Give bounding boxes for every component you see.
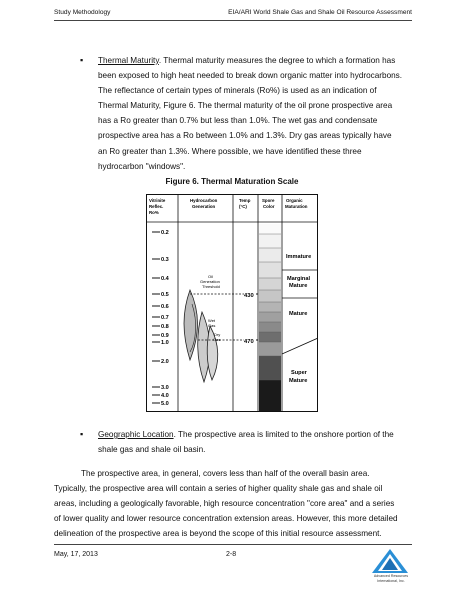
para-line: delineation of the prospective area is beyond the scope of this initial resource assessment. bbox=[54, 529, 382, 539]
header-rule bbox=[54, 20, 412, 21]
ro-tick: 0.2 bbox=[161, 230, 169, 236]
header-right: EIA/ARI World Shale Gas and Shale Oil Resource Assessment bbox=[228, 9, 412, 16]
header-left: Study Methodology bbox=[54, 9, 111, 16]
geographic-location-term: Geographic Location bbox=[98, 430, 174, 439]
svg-text:Wet: Wet bbox=[208, 318, 216, 323]
ro-tick: 0.4 bbox=[161, 276, 169, 282]
ro-tick: 3.0 bbox=[161, 385, 169, 391]
ro-tick: 0.6 bbox=[161, 304, 169, 310]
header-organic-2: Maturation bbox=[285, 204, 308, 209]
ro-tick: 0.5 bbox=[161, 292, 169, 298]
stage-mature: Mature bbox=[289, 311, 308, 317]
ro-tick: 2.0 bbox=[161, 359, 169, 365]
stage-marginal: Marginal bbox=[287, 276, 311, 282]
thermal-maturity-term: Thermal Maturity bbox=[98, 56, 159, 65]
para-line: Typically, the prospective area will contain a series of higher quality shale gas and shale oil bbox=[54, 484, 383, 494]
header-temp-1: Temp bbox=[239, 198, 251, 203]
header-hc-2: Generation bbox=[192, 204, 216, 209]
header-vitrinite-1: Vitrinite bbox=[149, 198, 166, 203]
temp-470: 470 bbox=[244, 339, 254, 345]
para-line: prospective area has a Ro between 1.0% and 1.3%. Dry gas areas typically have bbox=[98, 131, 392, 141]
header-temp-2: (°C) bbox=[239, 204, 247, 209]
header-organic-1: Organic bbox=[286, 198, 303, 203]
svg-text:Generation: Generation bbox=[200, 279, 220, 284]
footer-rule bbox=[54, 544, 412, 545]
header-vitrinite-2: Reflec. bbox=[149, 204, 164, 209]
temp-430: 430 bbox=[244, 293, 254, 299]
para-line: hydrocarbon "windows". bbox=[98, 161, 186, 171]
ro-tick: 0.3 bbox=[161, 257, 169, 263]
para-line: has a Ro greater than 0.7% but less than 1.0%. The wet gas and condensate bbox=[98, 116, 378, 126]
footer-date: May, 17, 2013 bbox=[54, 551, 98, 558]
para-line: been exposed to high heat needed to break down organic matter into hydrocarbons. bbox=[98, 71, 403, 81]
para-line: Thermal Maturity. Thermal maturity measures the degree to which a formation has bbox=[98, 56, 396, 65]
ro-tick: 0.9 bbox=[161, 333, 169, 339]
ro-tick: 1.0 bbox=[161, 340, 169, 346]
stage-super: Super bbox=[291, 370, 307, 376]
bullet-icon: ▪ bbox=[80, 429, 84, 439]
stage-marginal-mature: Mature bbox=[289, 283, 308, 289]
ro-tick: 0.8 bbox=[161, 324, 169, 330]
footer-page-number: 2-8 bbox=[226, 551, 237, 558]
para-line: shale gas and shale oil basin. bbox=[98, 445, 206, 455]
ro-tick: 0.7 bbox=[161, 315, 169, 321]
para-line: Geographic Location. The prospective area is limited to the onshore portion of the bbox=[98, 430, 394, 439]
header-vitrinite-3: Ro% bbox=[149, 210, 159, 215]
ari-logo-icon bbox=[366, 548, 416, 574]
para-line: Thermal Maturity, Figure 6. The thermal maturity of the oil prone prospective area bbox=[98, 101, 393, 111]
spore-color-column bbox=[259, 224, 281, 411]
svg-text:Dry: Dry bbox=[214, 332, 221, 337]
stage-super-mature: Mature bbox=[289, 378, 308, 384]
para-line: The reflectance of certain types of minerals (Ro%) is used as an indication of bbox=[98, 86, 377, 96]
header-spore-2: Color bbox=[263, 204, 275, 209]
logo-text-line1: Advanced Resources bbox=[373, 574, 409, 578]
figure-caption: Figure 6. Thermal Maturation Scale bbox=[165, 177, 299, 186]
thermal-maturation-figure bbox=[146, 194, 318, 412]
ro-tick: 5.0 bbox=[161, 401, 169, 407]
para-line: an Ro greater than 1.3%. Where possible, we have identified these three bbox=[98, 146, 362, 156]
para-line: The prospective area, in general, covers less than half of the overall basin area. bbox=[81, 469, 370, 478]
prospective-area-paragraph bbox=[54, 466, 412, 541]
header-hc-1: Hydrocarbon bbox=[190, 198, 218, 203]
svg-text:Threshold: Threshold bbox=[202, 284, 220, 289]
para-line: areas, including a geologically favorable, high resource concentration "core area" and a series bbox=[54, 499, 395, 509]
svg-text:Gas: Gas bbox=[208, 323, 216, 328]
para-line: of lower quality and lower resource concentration extension areas. However, this more detailed bbox=[54, 514, 398, 524]
svg-text:Oil: Oil bbox=[208, 274, 213, 279]
header-spore-1: Spore bbox=[262, 198, 275, 203]
stage-immature: Immature bbox=[286, 254, 312, 260]
geographic-location-paragraph bbox=[98, 427, 412, 457]
thermal-maturity-paragraph bbox=[98, 53, 412, 174]
logo-text-line2: International, Inc. bbox=[377, 579, 405, 583]
svg-text:Gas: Gas bbox=[213, 337, 221, 342]
bullet-icon: ▪ bbox=[80, 55, 84, 65]
ro-tick: 4.0 bbox=[161, 393, 169, 399]
